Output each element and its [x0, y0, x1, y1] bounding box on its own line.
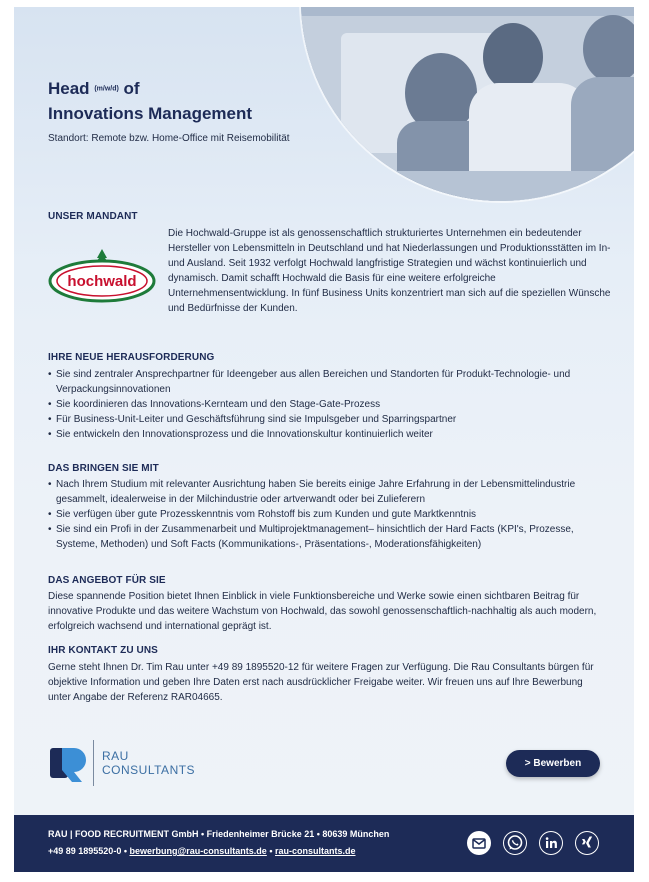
apply-button[interactable]: > Bewerben [506, 750, 600, 777]
list-item: • Nach Ihrem Studium mit relevanter Ausrichtung haben Sie bereits einige Jahre Erfahrung in der Lebensmittelindustrie gesammelt, idealerweise in der Milchindustrie oder artverwandt oder bei Zulieferern [48, 477, 608, 507]
list-item: • Für Business-Unit-Leiter und Geschäftsführung sind sie Impulsgeber und Sparringspartner [48, 412, 608, 427]
title-main: Head [48, 79, 90, 98]
challenge-list [48, 367, 608, 442]
title-of: of [123, 79, 140, 98]
title-gender-suffix: (m/w/d) [94, 85, 119, 93]
footer-website-link[interactable]: rau-consultants.de [274, 846, 356, 856]
list-item: • Sie verfügen über gute Prozesskenntnis vom Rohstoff bis zum Kunden und gute Marktkenntnis [48, 507, 608, 522]
hero-photo [301, 7, 634, 201]
rau-logo-divider [93, 740, 94, 786]
section-heading-requirements: DAS BRINGEN SIE MIT [48, 463, 159, 474]
contact-description: Gerne steht Ihnen Dr. Tim Rau unter +49 89 1895520-12 für weitere Fragen zur Verfügung. Die Rau Consultants bürgen für objektive Information und geben Ihre Daten erst nach ausdrücklicher Freigabe weiter. Wir freuen uns auf Ihre Bewerbung unter Angabe der Referenz RAR04665. [48, 662, 594, 703]
footer-separator: • [269, 846, 273, 856]
offer-description: Diese spannende Position bietet Ihnen Einblick in viele Funktionsbereiche und Werke sowie einen sichtbaren Beitrag für innovative Produkte und das weitere Wachstum von Hochwald, das sowohl genossenschaftlich-nachhaltig als auch modern, erfolgreich wachsend und international geprägt ist. [48, 591, 597, 632]
whatsapp-icon[interactable] [503, 831, 527, 855]
xing-icon[interactable] [575, 831, 599, 855]
requirements-list [48, 477, 608, 552]
hochwald-logo-text: hochwald [67, 273, 137, 290]
section-heading-contact: IHR KONTAKT ZU UNS [48, 645, 158, 656]
mandant-description: Die Hochwald-Gruppe ist als genossenschaftlich strukturiertes Unternehmen ein bedeutender Hersteller von Lebensmitteln in Deutschland und hat Niederlassungen und Produktionsstätten im In- und Ausland. Seit 1932 verfolgt Hochwald langfristige Strategien und wächst kontinuierlich und dynamisch. Damit schafft Hochwald die Basis für eine weitere erfolgreiche Unternehmensentwicklung. In fünf Business Units konzentriert man sich auf die speziellen Wünsche und Bedürfnisse der Kunden. [168, 228, 611, 314]
mail-icon[interactable] [467, 831, 491, 855]
job-title [48, 77, 252, 126]
rau-logo-line2: CONSULTANTS [102, 763, 196, 777]
list-item: • Sie koordinieren das Innovations-Kernteam und den Stage-Gate-Prozess [48, 397, 608, 412]
footer [14, 815, 634, 872]
list-item: • Sie sind zentraler Ansprechpartner für Ideengeber aus allen Bereichen und Standorten für Produkt-Technologie- und Verpackungsinnovationen [48, 367, 608, 397]
rau-logo-text [102, 749, 195, 777]
linkedin-icon[interactable] [539, 831, 563, 855]
footer-contact-line [48, 846, 356, 856]
hochwald-logo [48, 247, 156, 303]
rau-logo-line1: RAU [102, 749, 129, 763]
footer-email-link[interactable]: bewerbung@rau-consultants.de [129, 846, 267, 856]
section-heading-offer: DAS ANGEBOT FÜR SIE [48, 575, 166, 586]
title-line2: Innovations Management [48, 103, 253, 123]
section-heading-challenge: IHRE NEUE HERAUSFORDERUNG [48, 352, 215, 363]
job-location: Standort: Remote bzw. Home-Office mit Reisemobilität [48, 133, 290, 144]
rau-logo-mark [48, 740, 88, 788]
list-item: • Sie sind ein Profi in der Zusammenarbeit und Multiprojektmanagement– hinsichtlich der Hard Facts (KPI's, Prozesse, Systeme, Methoden) und Soft Facts (Kommunikations-, Präsentations-, Moderationsfähigkeiten) [48, 522, 608, 552]
section-heading-mandant: UNSER MANDANT [48, 211, 138, 222]
job-ad-page [14, 7, 634, 872]
footer-phone: +49 89 1895520-0 • [48, 846, 127, 856]
list-item: • Sie entwickeln den Innovationsprozess und die Innovationskultur kontinuierlich weiter [48, 427, 608, 442]
footer-address: RAU | FOOD RECRUITMENT GmbH • Friedenheimer Brücke 21 • 80639 München [48, 829, 390, 839]
